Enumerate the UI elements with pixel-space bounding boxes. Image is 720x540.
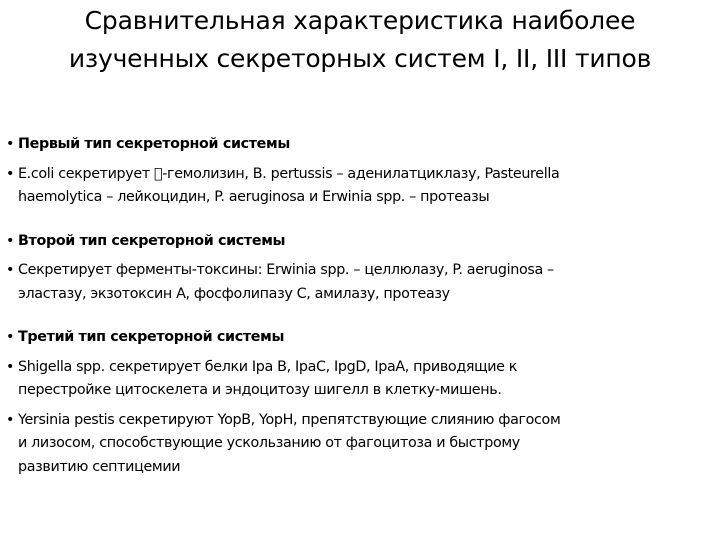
section-heading <box>18 230 720 254</box>
heading-text: Второй тип секреторной системы <box>18 232 286 249</box>
title-line: Сравнительная характеристика наиболее <box>84 6 636 35</box>
bullet-line: перестройке цитоскелета и эндоцитозу шигелл в клетку-мишень. <box>18 382 502 398</box>
bullet-line: Shigella spp. секретирует белки Ipa B, IpaC, IpgD, IpaA, приводящие к <box>18 358 518 375</box>
section-type-2 <box>0 230 720 307</box>
bullet-item <box>0 356 720 403</box>
section-heading <box>18 326 720 350</box>
bullet-icon: • <box>6 358 15 375</box>
bullet-icon: • <box>6 232 15 249</box>
title-line: изученных секреторных систем I, II, III типов <box>68 44 652 73</box>
bullet-text <box>18 259 720 306</box>
bullet-line: Секретирует ферменты-токсины: Erwinia spp. – целлюлазу, P. aeruginosa – <box>18 262 554 278</box>
bullet-text <box>18 163 720 210</box>
bullet-line: эластазу, экзотоксин А, фосфолипазу С, амилазу, протеазу <box>18 285 450 302</box>
heading-text: Первый тип секреторной системы <box>18 136 290 152</box>
bullet-icon: • <box>6 262 15 278</box>
bullet-line: развитию септицемии <box>18 458 181 475</box>
bullet-icon: • <box>6 329 15 345</box>
bullet-item <box>0 259 720 306</box>
bullet-heading <box>0 133 720 157</box>
bullet-heading <box>0 230 720 254</box>
bullet-icon: • <box>6 136 15 152</box>
heading-text: Третий тип секреторной системы <box>18 329 285 345</box>
bullet-line: и лизосом, способствующие ускользанию от фагоцитоза и быстрому <box>18 435 520 451</box>
bullet-text <box>18 356 720 403</box>
section-type-3 <box>0 326 720 479</box>
bullet-item <box>0 163 720 210</box>
bullet-line: E.coli секретирует  -гемолизин, B. pertussis – аденилатциклазу, Pasteurella <box>18 165 560 182</box>
section-heading <box>18 133 720 157</box>
bullet-line: haemolytica – лейкоцидин, P. aeruginosa и Erwinia spp. – протеазы <box>18 189 490 205</box>
bullet-item <box>0 409 720 480</box>
bullet-line: Yersinia pestis секретируют YopB, YopH, препятствующие слиянию фагосом <box>18 411 561 428</box>
section-type-1 <box>0 133 720 210</box>
bullet-text <box>18 409 720 480</box>
bullet-icon: • <box>6 165 15 182</box>
bullet-heading <box>0 326 720 350</box>
slide-title <box>20 2 700 78</box>
slide-body <box>0 133 720 479</box>
bullet-icon: • <box>6 411 15 428</box>
